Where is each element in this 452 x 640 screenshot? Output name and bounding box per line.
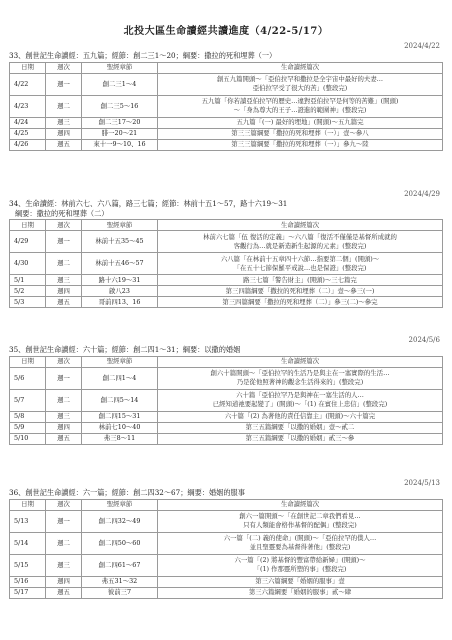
header-scripture: 聖經章節 [82,356,158,367]
cell-date: 4/30 [10,253,46,275]
cell-scripture: 創二四50～60 [82,532,158,554]
page-title: 北投大區生命讀經共讀進度（4/22-5/17） [123,26,329,37]
schedule-section [9,190,442,308]
cell-scripture: 創二四1～4 [82,367,158,389]
cell-reading [158,253,443,275]
reading-line: 客觀行為…就是新造新生起源的元素」(整段完) [233,241,367,250]
cell-scripture: 創二三1～4 [82,73,158,95]
table-row [10,231,443,253]
section-date: 2024/5/13 [404,479,440,487]
table-row [10,433,443,444]
cell-date: 5/10 [10,433,46,444]
table-row [10,297,443,308]
cell-reading [158,95,443,117]
reading-line: ～「身為尊大的王子…證進的範圍神」(整段完) [233,106,367,114]
cell-reading [158,231,443,253]
reading-line: 第三五篇綱要「以撒的婚姻」貳三～參 [245,434,355,442]
cell-scripture: 創二四32～49 [82,510,158,532]
table-row [10,95,443,117]
cell-date: 5/9 [10,422,46,433]
cell-week: 週二 [46,532,82,554]
reading-line: 路三七篇「警告財主」(開頭)～三七篇完 [243,275,357,284]
table-row [10,275,443,286]
cell-date: 4/29 [10,231,46,253]
header-scripture: 聖經章節 [82,62,158,73]
cell-week: 週三 [46,554,82,576]
header-reading: 生命讀經篇次 [158,62,443,73]
table-row [10,587,443,598]
reading-line: 只有人類能會格作基督的配偶」(整段完) [243,521,357,529]
schedule-table [9,499,443,599]
reading-line: 六十篇「亞伯拉罕乃是與神在一塞生活的人… [236,391,364,399]
cell-reading [158,576,443,587]
reading-line: 六八篇「在林前十五章四十六節…指要第二個」(開頭)～ [220,254,380,263]
cell-scripture: 彼前三7 [82,587,158,598]
reading-line: 第三四篇綱要「撒拉的死和埋葬（二）」壹～參三(一) [225,286,375,295]
cell-reading [158,422,443,433]
cell-reading [158,433,443,444]
reading-line: 「在五十七節保羅平戒說…也是保證」(整段完) [233,263,367,272]
table-header-row [10,62,443,73]
cell-scripture: 創二三17～20 [82,117,158,128]
cell-date: 4/23 [10,95,46,117]
cell-date: 4/25 [10,128,46,139]
header-reading: 生命讀經篇次 [158,499,443,510]
table-row [10,286,443,297]
header-reading: 生命讀經篇次 [158,220,443,231]
cell-scripture: 林前十五35～45 [82,231,158,253]
reading-line: 五九篇「(一) 最好的埋地」(開頭)～五九篇完 [236,118,364,126]
table-row [10,510,443,532]
header-scripture: 聖經章節 [82,499,158,510]
cell-date: 4/26 [10,139,46,150]
cell-scripture: 創二四61～67 [82,554,158,576]
reading-line: 六一篇「(2) 將基督的豐富帶給新婦」(開頭)～ [234,556,366,564]
header-scripture: 聖經章節 [82,220,158,231]
section-date: 2024/4/29 [404,190,440,198]
reading-line: 創六十篇開頭～「亞伯拉罕的生活乃是與主在一塞實際的生活… [210,369,390,377]
table-row [10,411,443,422]
cell-scripture: 創二四15～31 [82,411,158,422]
table-row [10,139,443,150]
cell-week: 週一 [46,231,82,253]
cell-reading [158,389,443,411]
cell-week: 週四 [46,128,82,139]
table-row [10,367,443,389]
cell-week: 週二 [46,95,82,117]
cell-date: 5/17 [10,587,46,598]
table-row [10,128,443,139]
table-row [10,389,443,411]
cell-week: 週四 [46,576,82,587]
section-heading: 35、創世記生命讀經：六十篇；經節：創二四1～31；綱要：以撒的婚姻 [9,345,241,354]
reading-line: 亞伯拉罕受了很大的苦」(整段完) [252,84,348,92]
cell-week: 週一 [46,367,82,389]
reading-line: 第三五篇綱要「以撒的婚姻」壹～貳二 [245,423,355,431]
table-row [10,422,443,433]
table-row [10,253,443,275]
reading-line: 六十篇「(2) 為著他的責任信靠主」(開頭)～六十篇完 [224,412,376,420]
cell-reading [158,139,443,150]
cell-week: 週二 [46,253,82,275]
header-reading: 生命讀經篇次 [158,356,443,367]
reading-line: 第三三篇綱要「撒拉的死和埋葬（一）」參九～陸 [231,140,369,148]
header-week: 週次 [46,220,82,231]
reading-line: 乃是從他照著神的觀念生活得來的」(整段完) [236,378,364,386]
schedule-table [9,62,443,151]
cell-date: 5/13 [10,510,46,532]
cell-reading [158,73,443,95]
cell-date: 5/7 [10,389,46,411]
cell-week: 週五 [46,297,82,308]
header-date: 日期 [10,356,46,367]
cell-week: 週三 [46,117,82,128]
reading-line: 六一篇「(二) 義的使命」(開頭)～「亞伯拉罕的僕人… [223,534,377,542]
table-header-row [10,220,443,231]
cell-scripture: 弗三8～11 [82,433,158,444]
reading-line: 「(1) 作那靈所塑的事」(整段完) [253,565,347,573]
section-heading: 33、創世記生命讀經：五九篇；經節：創二三1～20；綱要：撒拉的死和埋葬（一） [9,51,277,60]
cell-week: 週五 [46,433,82,444]
header-week: 週次 [46,62,82,73]
cell-week: 週五 [46,587,82,598]
schedule-table [9,219,443,308]
cell-scripture: 林前七10～40 [82,422,158,433]
table-row [10,117,443,128]
cell-scripture: 創二四5～14 [82,389,158,411]
cell-scripture: 啟八23 [82,286,158,297]
cell-date: 5/14 [10,532,46,554]
header-week: 週次 [46,356,82,367]
section-date: 2024/5/6 [408,336,440,344]
cell-week: 週一 [46,73,82,95]
cell-reading [158,367,443,389]
reading-line: 創六一篇開頭～「在創世記二章我們看見… [239,512,361,520]
cell-scripture: 來十一9～10、16 [82,139,158,150]
cell-week: 週一 [46,510,82,532]
header-date: 日期 [10,499,46,510]
schedule-section [9,479,442,599]
cell-reading [158,286,443,297]
cell-week: 週五 [46,139,82,150]
cell-scripture: 弗五31～32 [82,576,158,587]
cell-scripture: 哥前四13、16 [82,297,158,308]
section-date: 2024/4/22 [404,42,440,50]
cell-reading [158,411,443,422]
reading-line: 並且聖靈要為基督得著他」(整段完) [249,543,351,551]
cell-date: 5/8 [10,411,46,422]
schedule-section [9,42,442,151]
cell-date: 5/15 [10,554,46,576]
cell-date: 5/16 [10,576,46,587]
cell-scripture: 路十六19～31 [82,275,158,286]
reading-line: 已經知道祂要起變了」(開頭)～「(1) 在賓住上忠信」(整段完) [212,400,388,408]
schedule-table [9,356,443,445]
cell-reading [158,532,443,554]
cell-scripture: 腓一20～21 [82,128,158,139]
section-heading: 36、創世記生命讀經：六一篇；經節：創二四32～67；綱要：婚姻的服事 [9,488,245,497]
cell-week: 週四 [46,286,82,297]
cell-date: 5/6 [10,367,46,389]
cell-scripture: 林前十五46～57 [82,253,158,275]
reading-line: 五九篇「你若讀亞伯拉罕的歷史…違對亞伯拉罕是何等的苦難」(開頭) [201,97,399,105]
header-week: 週次 [46,499,82,510]
cell-week: 週三 [46,411,82,422]
cell-reading [158,554,443,576]
table-row [10,532,443,554]
reading-line: 第三六篇綱要「婚姻的服事」壹 [255,577,345,585]
cell-date: 4/24 [10,117,46,128]
reading-line: 第三三篇綱要「撒拉的死和埋葬（一）」壹～參八 [231,129,369,137]
cell-scripture: 創二三5～16 [82,95,158,117]
cell-reading [158,128,443,139]
cell-reading [158,587,443,598]
header-date: 日期 [10,62,46,73]
section-subheading: 綱要：撒拉的死和埋葬（二） [15,208,109,218]
cell-reading [158,510,443,532]
cell-week: 週三 [46,275,82,286]
cell-date: 4/22 [10,73,46,95]
table-row [10,576,443,587]
cell-reading [158,297,443,308]
table-header-row [10,499,443,510]
table-header-row [10,356,443,367]
cell-date: 5/2 [10,286,46,297]
reading-line: 創五九篇開頭～「亞伯拉罕和撒拉是全宇宙中最好的夫妻… [216,75,384,83]
section-heading: 34、生命讀經：林前六七、六八篇，路三七篇；經節：林前十五1～57，路十六19～31 [9,199,288,208]
cell-date: 5/3 [10,297,46,308]
cell-week: 週二 [46,389,82,411]
schedule-section [9,336,442,445]
header-date: 日期 [10,220,46,231]
cell-date: 5/1 [10,275,46,286]
reading-line: 第三六篇綱要「婚姻的服事」貳～肆 [248,588,352,596]
cell-reading [158,117,443,128]
table-row [10,554,443,576]
reading-line: 第三四篇綱要「撒拉的死和埋葬（二）」參三(二)～參完 [222,297,378,306]
table-row [10,73,443,95]
reading-line: 林前六七篇「伍 復活的定義」～六八篇「復活不僅僅是基督所成就的 [203,232,397,241]
cell-week: 週四 [46,422,82,433]
cell-reading [158,275,443,286]
